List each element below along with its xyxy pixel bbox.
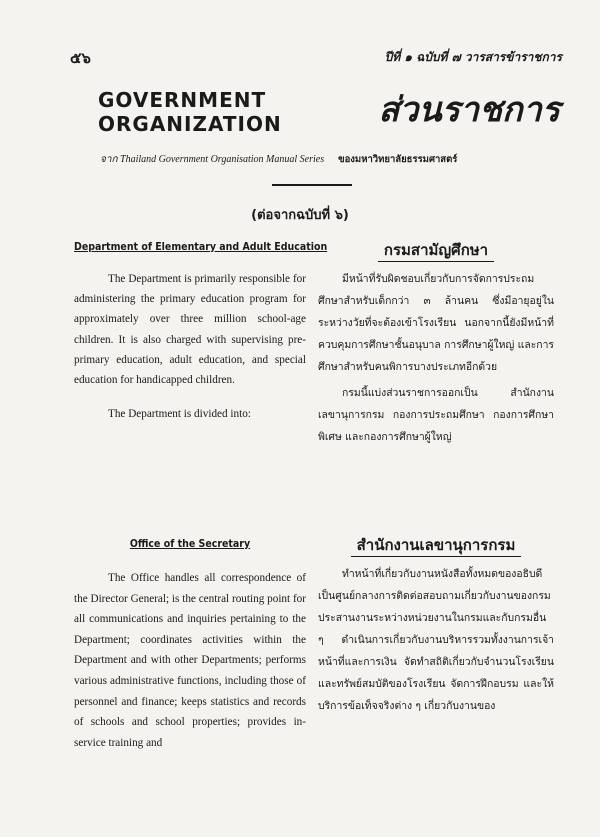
section-1-paragraph-thai: มีหน้าที่รับผิดชอบเกี่ยวกับการจัดการประถมศึกษาสำหรับเด็กกว่า ๓ ล้านคน ซึ่งมีอายุอยู่ในระหว่างวัยที่จะต้องเข้าโรงเรียน นอกจากนี้ยังมีหน้าที่ควบคุมการศึกษาชั้นอนุบาล การศึกษาผู้ใหญ่ และการศึกษาสำหรับคนพิการบางประเภทอีกด้วย [318, 273, 554, 373]
section-2-thai [318, 535, 554, 717]
title-thai: ส่วนราชการ [378, 90, 560, 130]
section-2-heading-english: Office of the Secretary [129, 538, 251, 550]
source-thai: ของมหาวิทยาลัยธรรมศาสตร์ [338, 154, 458, 165]
section-1-paragraph-english-2: The Department is divided into: [108, 408, 251, 421]
continued-note: (ต่อจากฉบับที่ ๖) [251, 208, 349, 223]
source-line [100, 152, 560, 167]
section-1-heading-english: Department of Elementary and Adult Education [74, 241, 328, 253]
section-2-paragraph-thai: ทำหน้าที่เกี่ยวกับงานหนังสือทั้งหมดของอธิบดี เป็นศูนย์กลางการติดต่อสอบถามเกี่ยวกับงานของกรม ประสานงานระหว่างหน่วยงานในกรมและกับกรมอื่น ๆ ดำเนินการเกี่ยวกับงานบริหารรวมทั้งงานการเจ้าหน้าที่และการเงิน จัดทำสถิติเกี่ยวกับจำนวนโรงเรียนและทรัพย์สมบัติของโรงเรียน จัดการฝึกอบรม และให้บริการข้อเท็จจริงต่าง ๆ เกี่ยวกับงานของ [318, 568, 554, 712]
title-english-line-1: GOVERNMENT [98, 88, 267, 112]
section-1-paragraph-thai-2: กรมนี้แบ่งส่วนราชการออกเป็น สำนักงานเลขานุการกรม กองการประถมศึกษา กองการศึกษาพิเศษ และกองการศึกษาผู้ใหญ่ [318, 387, 554, 443]
section-1-english [74, 241, 328, 424]
section-1-thai [318, 240, 554, 448]
source-english: จาก Thailand Government Organisation Manual Series [100, 154, 325, 165]
page-number: ๕๖ [70, 49, 91, 67]
section-2-paragraph-english: The Office handles all correspondence of the Director General; is the central routing point for all communications and inquiries pertaining to the Department; coordinates activities within the Department and with other Departments; performs various administrative functions, including those of personnel and finance; keeps statistics and records of schools and school properties; provides in-service training and [74, 572, 306, 749]
title-english [98, 88, 282, 136]
title-english-line-2: ORGANIZATION [98, 112, 282, 136]
section-2-english [74, 538, 306, 753]
running-header: ปีที่ ๑ ฉบับที่ ๗ วารสารข้าราชการ [384, 50, 562, 64]
section-1-paragraph-english: The Department is primarily responsible for administering the primary education program for approximately over three million school-age children. It is also charged with supervising pre-primary education, adult education, and special education for handicapped children. [74, 273, 306, 387]
section-1-heading-thai: กรมสามัญศึกษา [378, 240, 494, 262]
section-2-heading-thai: สำนักงานเลขานุการกรม [351, 535, 522, 557]
divider-rule [272, 184, 352, 186]
